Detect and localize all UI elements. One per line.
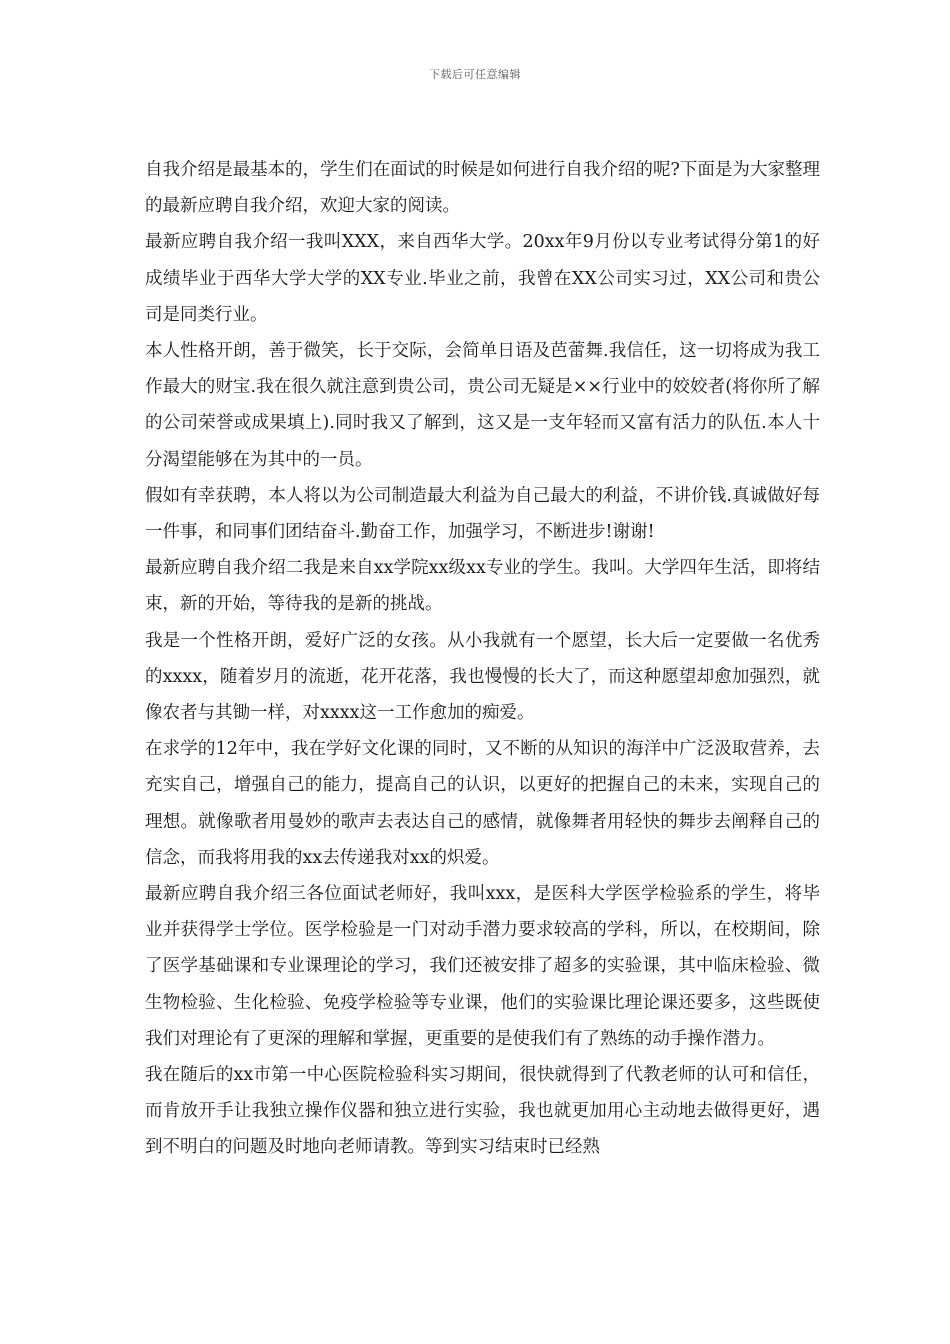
page-header: 下载后可任意编辑 <box>429 68 521 81</box>
paragraph-intro-three: 最新应聘自我介绍三各位面试老师好，我叫xxx，是医科大学医学检验系的学生，将毕业并获得学士学位。医学检验是一门对动手潜力要求较高的学科，所以，在校期间，除了医学基础课和专业课理论的学习，我们还被安排了超多的实验课，其中临床检验、微生物检验、生化检验、免疫学检验等专业课，他们的实验课比理论课还要多，这些既使我们对理论有了更深的理解和掌握，更重要的是使我们有了熟练的动手操作潜力。 <box>145 884 820 1049</box>
paragraph-internship: 我在随后的xx市第一中心医院检验科实习期间，很快就得到了代教老师的认可和信任，而肯放开手让我独立操作仪器和独立进行实验，我也就更加用心主动地去做得更好，遇到不明白的问题及时地向老师请教。等到实习结束时已经熟 <box>145 1065 820 1158</box>
paragraph-commitment: 假如有幸获聘，本人将以为公司制造最大利益为自己最大的利益，不讲价钱.真诚做好每一件事，和同事们团结奋斗.勤奋工作，加强学习，不断进步!谢谢! <box>145 485 820 543</box>
paragraph-intro-one: 最新应聘自我介绍一我叫XXX，来自西华大学。20xx年9月份以专业考试得分第1的好成绩毕业于西华大学大学的XX专业.毕业之前，我曾在XX公司实习过，XX公司和贵公司是同类行业。 <box>145 232 820 325</box>
document-body <box>145 152 820 1166</box>
paragraph-intro: 自我介绍是最基本的，学生们在面试的时候是如何进行自我介绍的呢?下面是为大家整理的最新应聘自我介绍，欢迎大家的阅读。 <box>145 160 820 217</box>
paragraph-study-years: 在求学的12年中，我在学好文化课的同时，又不断的从知识的海洋中广泛汲取营养，去充实自己，增强自己的能力，提高自己的认识，以更好的把握自己的未来，实现自己的理想。就像歌者用曼妙的歌声去表达自己的感情，就像舞者用轻快的舞步去阐释自己的信念，而我将用我的xx去传递我对xx的炽爱。 <box>145 739 820 868</box>
paragraph-aspiration: 我是一个性格开朗，爱好广泛的女孩。从小我就有一个愿望，长大后一定要做一名优秀的xxxx，随着岁月的流逝，花开花落，我也慢慢的长大了，而这种愿望却愈加强烈，就像农者与其锄一样，对xxxx这一工作愈加的痴爱。 <box>145 630 820 724</box>
paragraph-personality: 本人性格开朗，善于微笑，长于交际，会简单日语及芭蕾舞.我信任，这一切将成为我工作最大的财宝.我在很久就注意到贵公司，贵公司无疑是××行业中的姣姣者(将你所了解的公司荣誉或成果填上).同时我又了解到，这又是一支年轻而又富有活力的队伍.本人十分渴望能够在为其中的一员。 <box>145 341 820 470</box>
paragraph-intro-two: 最新应聘自我介绍二我是来自xx学院xx级xx专业的学生。我叫。大学四年生活，即将结束，新的开始，等待我的是新的挑战。 <box>145 558 820 615</box>
